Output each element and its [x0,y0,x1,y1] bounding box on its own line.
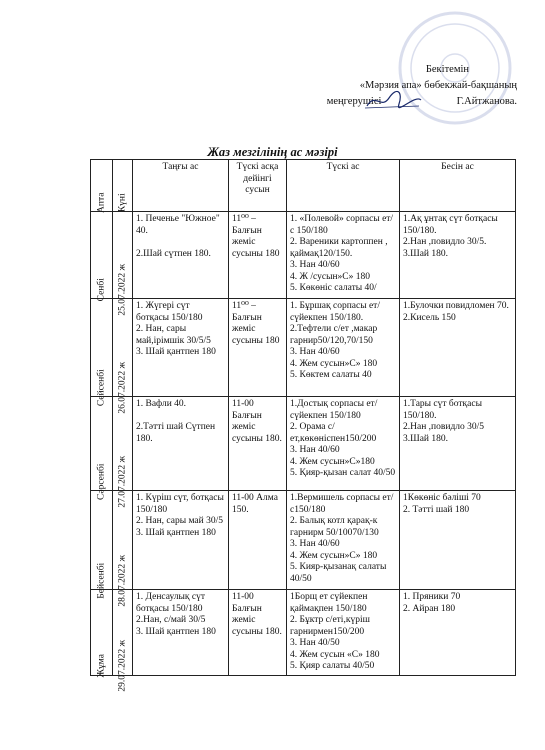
afternoon-cell [400,590,516,676]
menu-line: 1. Денсаулық сүт ботқасы 150/180 [136,592,206,614]
menu-line: 1. «Полевой» сорпасы ет/с 150/180 [290,214,394,236]
menu-line: 11⁰⁰ – Балғын жеміс сусыны 180 [232,301,280,346]
menu-line: 3. Нан 40/60 [290,445,340,455]
page-title: Жаз мезгілінің ас мәзірі [207,145,338,159]
menu-line [136,411,225,423]
menu-line: 2.Нан, с/май 30/5 [136,615,206,625]
menu-line: 2.Шай сүтпен 180. [136,248,211,259]
afternoon-cell [400,299,516,397]
menu-line: 11-00 Балғын жеміс сусыны 180. [232,399,282,444]
snack-cell [229,299,287,397]
weekday-cell: Сенбі [91,212,113,299]
menu-line: 2. Айран 180 [403,603,456,614]
lunch-cell [287,590,400,676]
menu-line: 11⁰⁰ – Балғын жеміс сусыны 180 [232,214,280,259]
table-row [91,299,516,397]
menu-line: 2.Кисель 150 [403,312,456,323]
snack-cell [229,397,287,491]
afternoon-cell [400,212,516,299]
menu-line: 2.Тефтели с/ет ,макар гарнир50/120,70/150 [290,324,378,346]
snack-cell [229,590,287,676]
lunch-cell [287,212,400,299]
menu-line: 1.Ақ ұнтақ сүт ботқасы 150/180. [403,214,498,236]
menu-line: 2. Нан, сары май,ірімшік 30/5/5 [136,324,211,346]
table-row [91,491,516,590]
menu-line: 2.Тәтті шай Сүтпен 180. [136,422,216,444]
header-afternoon: Бесін ас [400,160,516,212]
menu-line: 3. Нан 40/50 [290,638,340,648]
breakfast-cell [133,299,229,397]
weekday-cell: Сейсенбі [91,299,113,397]
menu-line: 2.Нан ,повидло 30/5. [403,237,487,247]
menu-line: 3. Нан 40/60 [290,539,340,549]
menu-line: 2. Нан, сары май 30/5 [136,516,223,526]
menu-line: 1.Булочки повидломен 70. [403,301,509,311]
menu-line: 4. Жем сусын»С» 180 [290,550,378,561]
approval-name: Г.Айтжанова. [456,96,517,107]
lunch-cell [287,299,400,397]
menu-line: 4. Жем сусын»С»180 [290,456,375,467]
menu-line: 1. Вафли 40. [136,399,187,409]
header-row [91,160,516,212]
afternoon-cell [400,491,516,590]
menu-line: 3.Шай 180. [403,433,449,444]
header-breakfast: Таңғы ас [133,160,229,212]
menu-line: 4. Жем сусын»С» 180 [290,358,378,369]
menu-line: 3. Нан 40/60 [290,347,340,357]
date-cell: 26.07.2022 ж [113,299,133,397]
table-row [91,397,516,491]
header-day: Күні [113,160,133,212]
menu-line: 1. Печенье "Южное" 40. [136,214,220,236]
weekday-cell: Бейсенбі [91,491,113,590]
date-cell: 29.07.2022 ж [113,590,133,676]
approval-block [217,62,517,110]
breakfast-cell [133,212,229,299]
menu-line: 5. Қияр-қызан салат 40/50 [290,468,396,478]
lunch-cell [287,491,400,590]
snack-cell [229,212,287,299]
menu-line: 5. Көкөніс салаты 40/ [290,283,377,293]
date-cell: 27.07.2022 ж [113,397,133,491]
menu-line: 4. Ж /сусын»С» 180 [290,271,371,282]
breakfast-cell [133,397,229,491]
menu-line: 11-00 Балғын жеміс сусыны 180. [232,592,282,637]
menu-line: 3. Шай қантпен 180 [136,527,216,538]
menu-line: 3.Шай 180. [403,248,449,259]
breakfast-cell [133,491,229,590]
approval-line-1: Бекітемін [425,64,469,75]
menu-line: 2. Балық котл қарақ-к гарнирм 50/10070/130 [290,516,379,538]
header-week: Апта [91,160,113,212]
menu-table [90,159,516,692]
menu-line: 11-00 Алма 150. [232,493,278,515]
menu-line: 2. Тәтті шай 180 [403,504,470,515]
header-snack: Түскі асқа дейінгі сусын [229,160,287,212]
menu-line: 5. Қияр салаты 40/50 [290,661,375,671]
menu-line: 1Көкөніс бәліші 70 [403,493,481,503]
approval-position: меңгерушісі [326,96,382,107]
table-row [91,590,516,676]
menu-line: 2.Нан ,повидло 30/5 [403,422,485,432]
menu-line: 3. Шай қантпен 180 [136,626,216,637]
menu-line: 1.Вермишель сорпасы ет/с150/180 [290,493,394,515]
weekday-cell: Сәрсенбі [91,397,113,491]
signature-icon [363,88,423,112]
menu-line: 3. Нан 40/60 [290,260,340,270]
approval-line-2: «Мәрзия апа» бөбекжай-бақшаның [359,80,517,91]
date-cell: 28.07.2022 ж [113,491,133,590]
menu-line: 1Борщ ет сүйекпен қаймақпен 150/180 [290,592,368,614]
header-lunch: Түскі ас [287,160,400,212]
menu-line: 1. Пряники 70 [403,592,461,602]
menu-line [136,237,225,249]
menu-line: 1. Жүгері сүт ботқасы 150/180 [136,301,203,323]
menu-line: 1. Бұршақ сорпасы ет/сүйекпен 150/180. [290,301,380,323]
breakfast-cell [133,590,229,676]
menu-line: 5. Көктем салаты 40 [290,370,372,380]
weekday-cell: Жұма [91,590,113,676]
snack-cell [229,491,287,590]
menu-line: 2. Орама с/ет,көкөніспен150/200 [290,422,377,444]
menu-line: 4. Жем сусын «С» 180 [290,649,380,660]
afternoon-cell [400,397,516,491]
approval-line-3 [217,94,517,110]
menu-line: 1. Күріш сүт, ботқасы 150/180 [136,493,224,515]
menu-line: 1.Достық сорпасы ет/ сүйекпен 150/180 [290,399,378,421]
lunch-cell [287,397,400,491]
menu-line: 2. Бұктр с/еті,күріш гарнирмен150/200 [290,615,370,637]
table-row [91,212,516,299]
menu-line: 1.Тары сүт ботқасы 150/180. [403,399,482,421]
menu-line: 2. Вареники картоппен , қаймақ120/150. [290,237,388,259]
menu-line: 3. Шай қантпен 180 [136,347,216,357]
date-cell: 25.07.2022 ж [113,212,133,299]
menu-line: 5. Кияр-қызанақ салаты 40/50 [290,562,387,584]
